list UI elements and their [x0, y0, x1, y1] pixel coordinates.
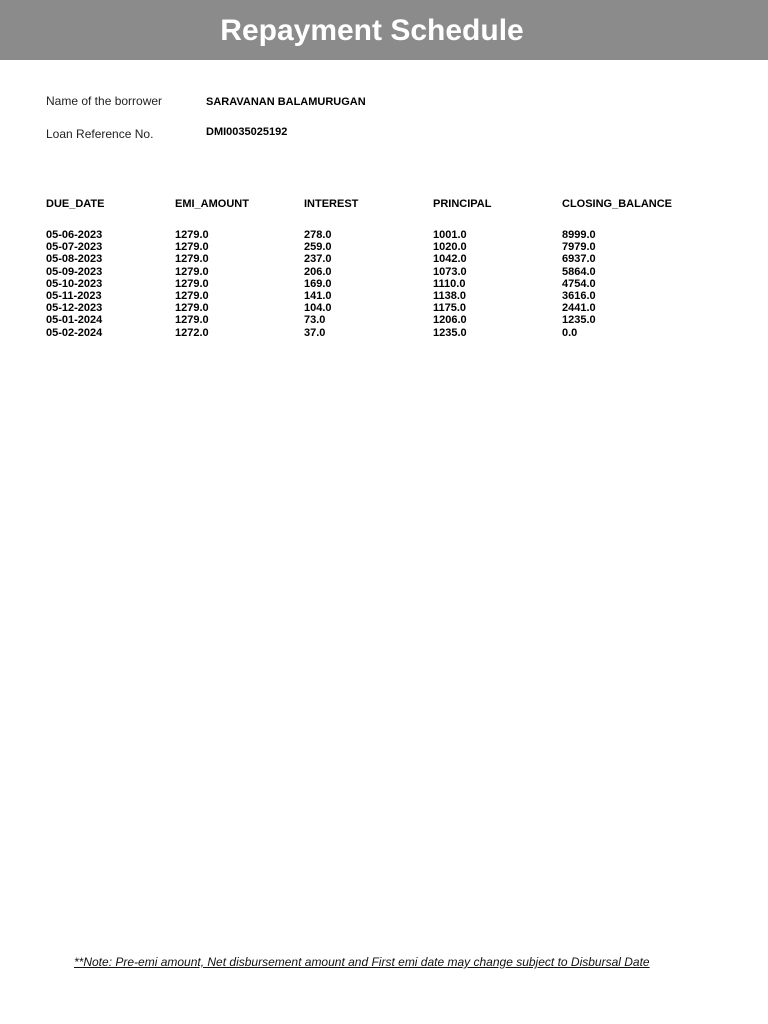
closing-balance-cell: 5864.0 [562, 265, 596, 278]
table-spacer-cell [46, 211, 702, 229]
principal-cell: 1001.0 [433, 229, 467, 241]
emi-amount-cell: 1279.0 [175, 289, 209, 302]
due-date-cell: 05-11-2023 [46, 289, 102, 302]
interest-cell: 206.0 [304, 265, 332, 278]
interest-cell: 169.0 [304, 277, 332, 290]
due-date-cell: 05-07-2023 [46, 241, 103, 254]
column-header-interest: INTEREST [304, 198, 359, 210]
interest-cell: 278.0 [304, 229, 332, 241]
closing-balance-cell: 7979.0 [562, 241, 596, 254]
interest-cell: 259.0 [304, 241, 332, 254]
footer-note: **Note: Pre-emi amount, Net disbursement amount and First emi date may change subject to Disbursal Date [74, 955, 650, 969]
emi-amount-cell: 1279.0 [175, 314, 209, 327]
table-row [46, 290, 702, 302]
emi-amount-cell: 1279.0 [175, 302, 209, 315]
table-row [46, 266, 702, 278]
interest-cell: 73.0 [304, 314, 326, 327]
emi-amount-cell: 1279.0 [175, 277, 209, 290]
closing-balance-cell: 8999.0 [562, 229, 596, 241]
column-header-principal: PRINCIPAL [433, 198, 492, 210]
emi-amount-cell: 1279.0 [175, 229, 209, 241]
closing-balance-cell: 2441.0 [562, 302, 596, 315]
table-row [46, 327, 702, 339]
due-date-cell: 05-12-2023 [46, 302, 103, 315]
principal-cell: 1206.0 [433, 314, 467, 327]
closing-balance-cell: 1235.0 [562, 314, 596, 327]
due-date-cell: 05-02-2024 [46, 326, 103, 339]
repayment-schedule-table [46, 197, 702, 339]
emi-amount-cell: 1272.0 [175, 326, 209, 339]
closing-balance-cell: 6937.0 [562, 253, 596, 266]
due-date-cell: 05-01-2024 [46, 314, 103, 327]
column-header-closing-balance: CLOSING_BALANCE [562, 198, 673, 210]
loan-reference-label: Loan Reference No. [46, 127, 154, 141]
borrower-name-value: SARAVANAN BALAMURUGAN [206, 96, 366, 108]
table-row [46, 314, 702, 326]
interest-cell: 141.0 [304, 289, 332, 302]
borrower-name-label: Name of the borrower [46, 94, 163, 108]
principal-cell: 1175.0 [433, 302, 467, 315]
page-title: Repayment Schedule [220, 14, 524, 47]
closing-balance-cell: 4754.0 [562, 277, 596, 290]
emi-amount-cell: 1279.0 [175, 265, 209, 278]
principal-cell: 1073.0 [433, 265, 467, 278]
header-band [0, 0, 768, 60]
table-spacer-row [46, 211, 702, 229]
table-body [46, 211, 702, 339]
interest-cell: 37.0 [304, 326, 326, 339]
emi-amount-cell: 1279.0 [175, 253, 209, 266]
table-row [46, 241, 702, 253]
due-date-cell: 05-06-2023 [46, 229, 103, 241]
table-row [46, 229, 702, 241]
interest-cell: 104.0 [304, 302, 332, 315]
closing-balance-cell: 0.0 [562, 326, 578, 339]
table-header-row [46, 197, 702, 211]
loan-reference-value: DMI0035025192 [206, 126, 288, 138]
closing-balance-cell: 3616.0 [562, 289, 596, 302]
column-header-due-date: DUE_DATE [46, 198, 105, 210]
emi-amount-cell: 1279.0 [175, 241, 209, 254]
table-row [46, 302, 702, 314]
table-row [46, 253, 702, 265]
principal-cell: 1235.0 [433, 326, 467, 339]
principal-cell: 1042.0 [433, 253, 467, 266]
principal-cell: 1020.0 [433, 241, 467, 254]
due-date-cell: 05-08-2023 [46, 253, 103, 266]
interest-cell: 237.0 [304, 253, 332, 266]
table-row [46, 278, 702, 290]
principal-cell: 1110.0 [433, 277, 466, 290]
principal-cell: 1138.0 [433, 289, 467, 302]
due-date-cell: 05-09-2023 [46, 265, 103, 278]
due-date-cell: 05-10-2023 [46, 277, 103, 290]
column-header-emi-amount: EMI_AMOUNT [175, 198, 249, 210]
